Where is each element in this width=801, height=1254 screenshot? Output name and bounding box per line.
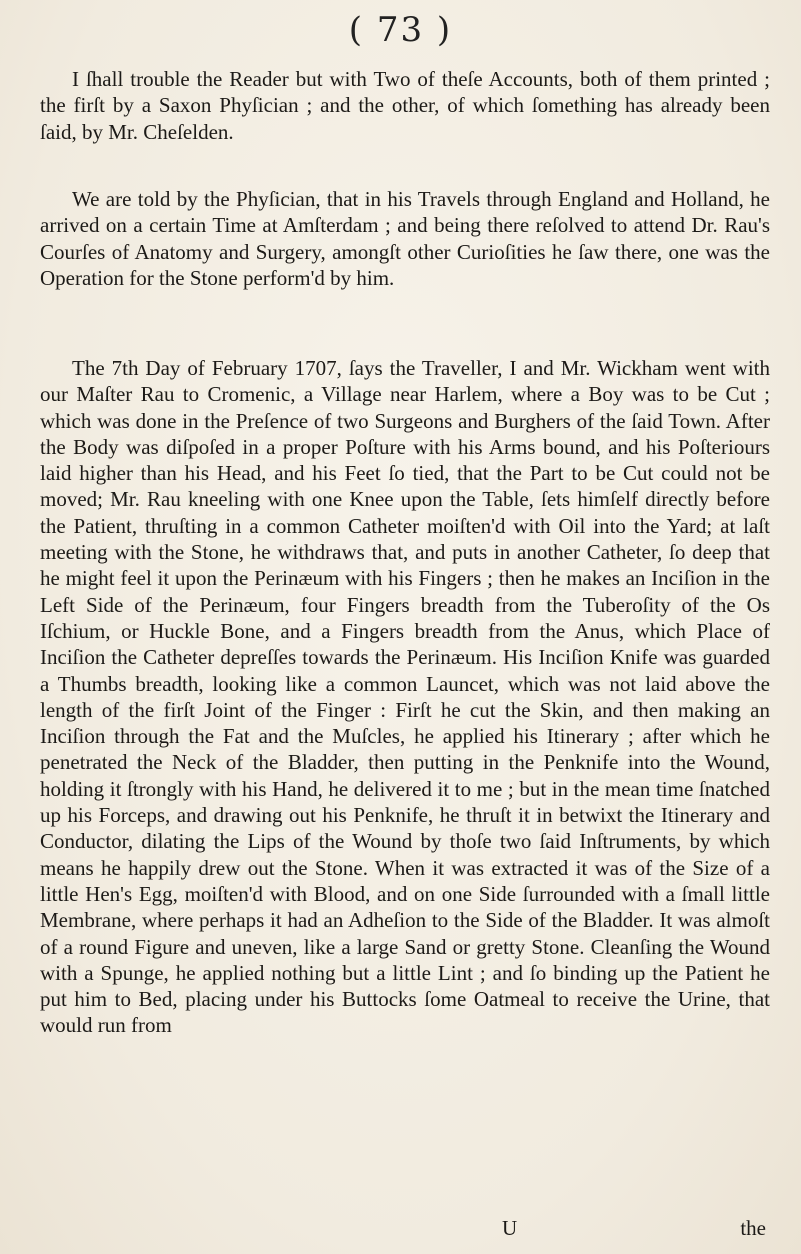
paragraph-2 [40,186,770,291]
catchword: the [740,1216,766,1240]
paragraph-3 [40,355,770,1039]
signature-mark: U [502,1216,518,1240]
paragraph-text: The 7th Day of February 1707, ſays the Traveller, I and Mr. Wickham went with our Maſter Rau to Cromenic, a Village near Harlem, where a Boy was to be Cut ; which was done in the Preſence of two Surgeons and Burghers of the ſaid Town. After the Body was diſpoſed in a proper Poſture with his Arms bound, and his Poſteriours laid higher than his Head, and his Feet ſo tied, that the Part to be Cut could not be moved; Mr. Rau kneeling with one Knee upon the Table, ſets himſelf directly before the Patient, thruſting in a common Catheter moiſten'd with Oil into the Yard; at laſt meeting with the Stone, he withdraws that, and puts in another Catheter, ſo deep that he might feel it upon the Perinæum with his Fingers ; then he makes an Inciſion in the Left Side of the Perinæum, four Fingers breadth from the Tuberoſity of the Os Iſchium, or Huckle Bone, and a Fingers breadth from the Anus, which Place of Inciſion the Catheter depreſſes towards the Perinæum. His Inciſion Knife was guarded a Thumbs breadth, looking like a common Launcet, which was not laid above the length of the firſt Joint of the Finger : Firſt he cut the Skin, and then making an Inciſion through the Fat and the Muſcles, he applied his Itinerary ; after which he penetrated the Neck of the Bladder, then putting in the Penknife into the Wound, holding it ſtrongly with his Hand, he delivered it to me ; but in the mean time ſnatched up his Forceps, and drawing out his Penknife, he thruſt it in betwixt the Itinerary and Conductor, dilating the Lips of the Wound by thoſe two ſaid Inſtruments, by which means he happily drew out the Stone. When it was extracted it was of the Size of a little Hen's Egg, moiſten'd with Blood, and on one Side ſurrounded with a ſmall little Membrane, where perhaps it had an Adheſion to the Side of the Bladder. It was almoſt of a round Figure and uneven, like a large Sand or gretty Stone. Cleanſing the Wound with a Spunge, he applied nothing but a little Lint ; and ſo binding up the Patient he put him to Bed, placing under his Buttocks ſome Oatmeal to receive the Urine, that would run from [40,356,770,1038]
paragraph-text: I ſhall trouble the Reader but with Two of theſe Accounts, both of them printed ; the firſt by a Saxon Phyſician ; and the other, of which ſomething has already been ſaid, by Mr. Cheſelden. [40,67,770,144]
paragraph-text: We are told by the Phyſician, that in his Travels through England and Holland, he arrived on a certain Time at Amſterdam ; and being there reſolved to attend Dr. Rau's Courſes of Anatomy and Surgery, amongſt other Curioſities he ſaw there, one was the Operation for the Stone perform'd by him. [40,187,770,290]
paragraph-1 [40,66,770,145]
page-footer [40,1216,770,1246]
page-number: ( 73 ) [348,10,453,50]
